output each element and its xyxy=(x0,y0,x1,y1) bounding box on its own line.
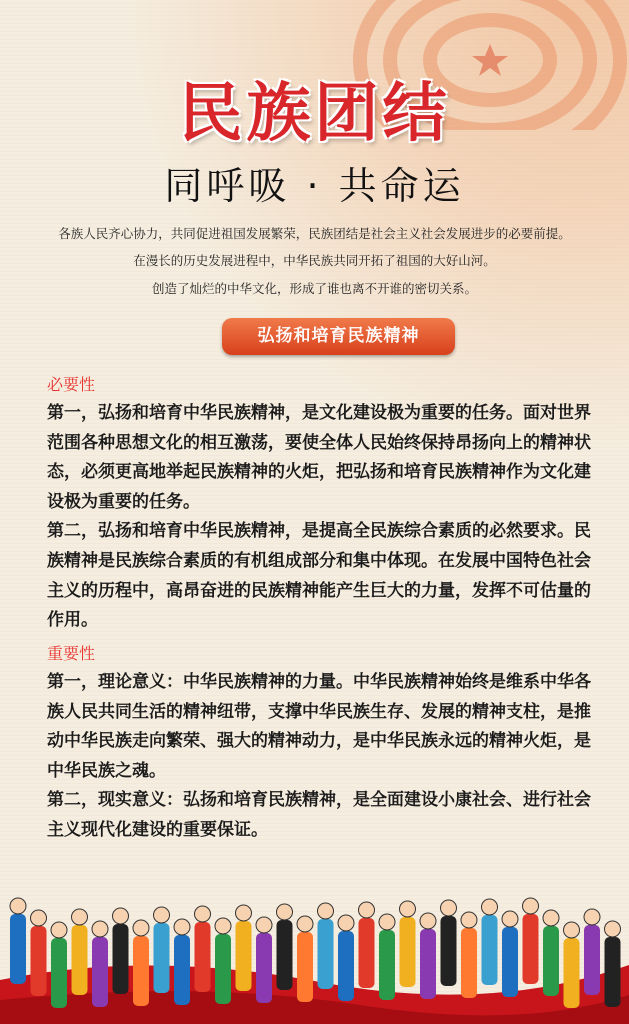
figure-head xyxy=(502,911,518,927)
figure-body xyxy=(10,914,26,984)
figure-head xyxy=(379,914,395,930)
figure-body xyxy=(523,914,539,984)
figure-head xyxy=(154,907,170,923)
figure-head xyxy=(215,918,231,934)
body-line: 态，必须更高地举起民族精神的火炬，把弘扬和培育民族精神作为文化建 xyxy=(47,462,591,483)
figure-head xyxy=(133,920,149,936)
intro-line: 在漫长的历史发展进程中，中华民族共同开拓了祖国的大好山河。 xyxy=(133,253,496,268)
section-heading: 重要性 xyxy=(47,644,96,663)
figure-body xyxy=(215,934,231,1004)
figure-body xyxy=(359,918,375,988)
figure-body xyxy=(256,933,272,1003)
figure-body xyxy=(543,926,559,996)
figure-head xyxy=(400,901,416,917)
figure-body xyxy=(72,925,88,995)
figure-head xyxy=(256,917,272,933)
body-line: 族精神是民族综合素质的有机组成部分和集中体现。在发展中国特色社会 xyxy=(47,551,591,571)
figure-head xyxy=(482,899,498,915)
body-line: 第一，弘扬和培育中华民族精神，是文化建设极为重要的任务。面对世界 xyxy=(47,403,591,423)
figure-body xyxy=(31,926,47,996)
figure-body xyxy=(420,929,436,999)
figure-head xyxy=(31,910,47,926)
body-line: 第二，弘扬和培育中华民族精神，是提高全民族综合素质的必然要求。民 xyxy=(47,521,591,542)
section-banner: 弘扬和培育民族精神 xyxy=(222,318,455,355)
figure-head xyxy=(584,909,600,925)
figure-body xyxy=(51,938,67,1008)
figure-body xyxy=(605,937,621,1007)
body-line: 设极为重要的任务。 xyxy=(47,491,200,512)
figure-head xyxy=(543,910,559,926)
figure-head xyxy=(236,905,252,921)
section-heading: 必要性 xyxy=(47,375,96,394)
figure-body xyxy=(174,935,190,1005)
figure-body xyxy=(195,922,211,992)
figure-head xyxy=(359,902,375,918)
figure-head xyxy=(195,906,211,922)
poster-title: 民族团结 xyxy=(178,77,451,151)
figure-body xyxy=(277,920,293,990)
body-line: 第一，理论意义：中华民族精神的力量。中华民族精神始终是维系中华各 xyxy=(47,672,591,692)
figure-body xyxy=(236,921,252,991)
body-line: 范围各种思想文化的相互激荡，要使全体人民始终保持昂扬向上的精神状 xyxy=(47,432,591,453)
body-line: 动中华民族走向繁荣、强大的精神动力，是中华民族永远的精神火炬，是 xyxy=(47,731,591,752)
figure-body xyxy=(318,919,334,989)
figure-body xyxy=(461,928,477,998)
poster-subtitle: 同呼吸 · 共命运 xyxy=(164,164,465,208)
figure-body xyxy=(92,937,108,1007)
figure-body xyxy=(297,932,313,1002)
figure-body xyxy=(584,925,600,995)
figure-head xyxy=(523,898,539,914)
figure-body xyxy=(133,936,149,1006)
figure-body xyxy=(482,915,498,985)
intro-line: 创造了灿烂的中华文化，形成了谁也离不开谁的密切关系。 xyxy=(151,281,477,296)
figure-body xyxy=(502,927,518,997)
figure-body xyxy=(400,917,416,987)
body-line: 主义现代化建设的重要保证。 xyxy=(47,820,268,840)
body-line: 主义的历程中，高昂奋进的民族精神能产生巨大的力量，发挥不可估量的 xyxy=(47,580,591,601)
figure-body xyxy=(441,916,457,986)
body-line: 作用。 xyxy=(47,610,98,631)
figure-head xyxy=(420,913,436,929)
figure-head xyxy=(605,921,621,937)
figure-head xyxy=(461,912,477,928)
figure-head xyxy=(441,900,457,916)
figure-body xyxy=(154,923,170,993)
figure-head xyxy=(297,916,313,932)
figure-head xyxy=(318,903,334,919)
figure-body xyxy=(338,931,354,1001)
figure-head xyxy=(564,922,580,938)
figure-head xyxy=(51,922,67,938)
body-line: 第二，现实意义：弘扬和培育民族精神，是全面建设小康社会、进行社会 xyxy=(47,790,591,811)
figure-head xyxy=(113,908,129,924)
figure-body xyxy=(379,930,395,1000)
body-line: 族人民共同生活的精神纽带，支撑中华民族生存、发展的精神支柱，是推 xyxy=(47,701,591,722)
figure-head xyxy=(92,921,108,937)
intro-line: 各族人民齐心协力，共同促进祖国发展繁荣，民族团结是社会主义社会发展进步的必要前提。 xyxy=(58,226,571,241)
figure-head xyxy=(338,915,354,931)
body-line: 中华民族之魂。 xyxy=(47,760,166,781)
figure-head xyxy=(72,909,88,925)
figure-body xyxy=(564,938,580,1008)
figure-head xyxy=(174,919,190,935)
ethnic-crowd-illustration xyxy=(0,870,629,1024)
figure-head xyxy=(10,898,26,914)
figure-head xyxy=(277,904,293,920)
figure-body xyxy=(113,924,129,994)
